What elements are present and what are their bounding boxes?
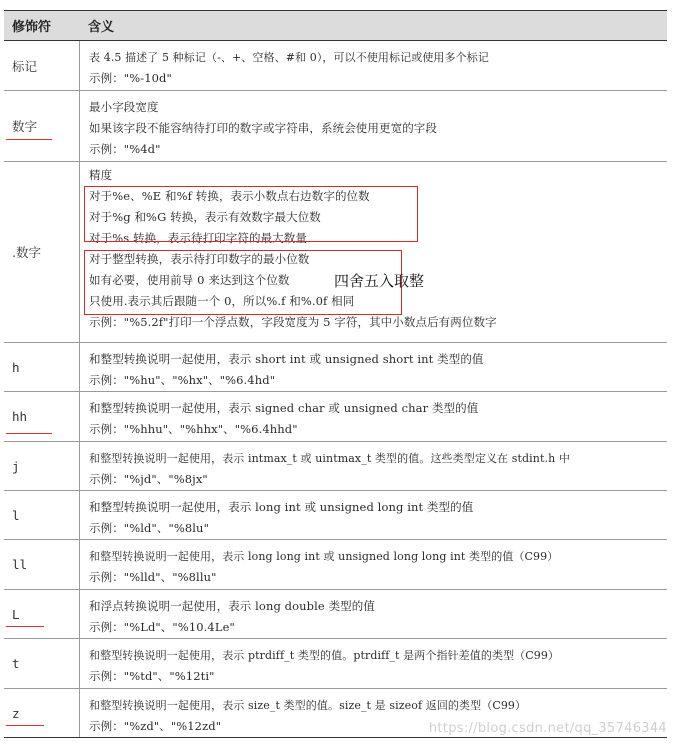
table-header <box>4 10 667 41</box>
table-row <box>4 343 667 392</box>
meaning-cell <box>80 442 667 490</box>
red-underline <box>6 725 44 726</box>
header-meaning: 含义 <box>88 20 115 35</box>
meaning-line: 和整型转换说明一起使用，表示 long int 或 unsigned long int 类型的值 <box>89 500 474 514</box>
meaning-cell <box>80 41 667 90</box>
meaning-cell <box>80 590 667 638</box>
modifier-cell <box>4 162 80 342</box>
meaning-line: 最小字段宽度 <box>89 100 159 114</box>
meaning-line: 和整型转换说明一起使用，表示 long long int 或 unsigned long long int 类型的值（C99） <box>89 550 559 563</box>
meaning-cell <box>80 392 667 441</box>
header-modifier: 修饰符 <box>12 20 52 35</box>
meaning-line: 示例："%zd"、"%12zd" <box>89 719 222 733</box>
meaning-line: 如有必要，使用前导 0 来达到这个位数 <box>89 273 290 287</box>
highlight-box-precision <box>84 186 418 242</box>
table-row <box>4 540 667 590</box>
meaning-line: 和整型转换说明一起使用，表示 short int 或 unsigned short int 类型的值 <box>89 352 484 366</box>
table-row <box>4 590 667 639</box>
watermark: https://blog.csdn.net/qq_35746344 <box>428 721 667 736</box>
modifier-label: 标记 <box>12 58 38 74</box>
table-row <box>4 392 667 442</box>
modifier-cell <box>4 590 80 638</box>
meaning-line: 对于%s 转换，表示待打印字符的最大数量 <box>89 231 307 245</box>
meaning-line: 和整型转换说明一起使用，表示 size_t 类型的值。size_t 是 sizeof 返回的类型（C99） <box>89 699 527 712</box>
meaning-cell <box>80 540 667 589</box>
meaning-line: 只使用.表示其后跟随一个 0，所以%.f 和%.0f 相同 <box>89 294 355 308</box>
red-underline <box>6 626 44 627</box>
table-row <box>4 639 667 689</box>
meaning-line: 精度 <box>89 168 113 182</box>
table-row <box>4 491 667 540</box>
modifier-cell <box>4 689 80 737</box>
meaning-cell <box>80 343 667 391</box>
meaning-line: 示例："%5.2f"打印一个浮点数，字段宽度为 5 字符，其中小数点后有两位数字 <box>89 315 497 329</box>
modifier-label: z <box>12 705 20 721</box>
meaning-line: 示例："%lld"、"%8llu" <box>89 570 217 584</box>
modifier-cell <box>4 91 80 161</box>
meaning-line: 示例："%ld"、"%8lu" <box>89 521 209 535</box>
modifier-label: t <box>12 656 20 671</box>
modifier-label: h <box>12 359 20 375</box>
modifier-label: L <box>12 606 20 622</box>
handwritten-note: 四舍五入取整 <box>334 272 425 290</box>
table-row <box>4 41 667 91</box>
meaning-line: 和整型转换说明一起使用，表示 intmax_t 或 uintmax_t 类型的值。这些类型定义在 stdint.h 中 <box>89 452 570 465</box>
meaning-line: 如果该字段不能容纳待打印的数字或字符串，系统会使用更宽的字段 <box>89 121 437 135</box>
modifier-label: hh <box>12 409 28 424</box>
meaning-line: 示例："%hu"、"%hx"、"%6.4hd" <box>89 373 276 387</box>
modifier-cell <box>4 343 80 391</box>
modifier-label: ll <box>12 557 28 572</box>
meaning-line: 示例："%Ld"、"%10.4Le" <box>89 620 235 634</box>
meaning-line: 和整型转换说明一起使用，表示 signed char 或 unsigned char 类型的值 <box>89 401 479 415</box>
modifier-cell <box>4 41 80 90</box>
modifier-cell <box>4 639 80 688</box>
meaning-line: 示例："%hhu"、"%hhx"、"%6.4hhd" <box>89 422 298 436</box>
format-modifier-table <box>4 10 667 738</box>
meaning-cell <box>80 91 667 161</box>
meaning-line: 和整型转换说明一起使用，表示 ptrdiff_t 类型的值。ptrdiff_t 是两个指针差值的类型（C99） <box>89 649 560 662</box>
modifier-label: .数字 <box>12 245 41 260</box>
table-row <box>4 162 667 343</box>
meaning-line: 示例："%4d" <box>89 142 161 156</box>
modifier-label: j <box>12 458 20 474</box>
meaning-line: 对于整型转换，表示待打印数字的最小位数 <box>89 252 310 266</box>
meaning-line: 和浮点转换说明一起使用，表示 long double 类型的值 <box>89 599 375 613</box>
modifier-cell <box>4 392 80 441</box>
meaning-line: 示例："%-10d" <box>89 71 172 85</box>
meaning-line: 示例："%td"、"%12ti" <box>89 669 215 683</box>
modifier-label: 数字 <box>12 119 38 134</box>
meaning-cell <box>80 162 667 342</box>
table-row <box>4 91 667 162</box>
meaning-cell <box>80 491 667 539</box>
meaning-line: 表 4.5 描述了 5 种标记（-、+、空格、#和 0），可以不使用标记或使用多个标记 <box>89 51 489 64</box>
red-underline <box>6 433 52 434</box>
meaning-line: 对于%g 和%G 转换，表示有效数字最大位数 <box>89 210 321 224</box>
modifier-label: l <box>12 507 20 523</box>
modifier-cell <box>4 442 80 490</box>
modifier-cell <box>4 540 80 589</box>
meaning-line: 对于%e、%E 和%f 转换，表示小数点右边数字的位数 <box>89 189 370 203</box>
modifier-cell <box>4 491 80 539</box>
red-underline <box>6 139 52 140</box>
meaning-line: 示例："%jd"、"%8jx" <box>89 472 208 486</box>
meaning-cell <box>80 639 667 688</box>
table-row <box>4 442 667 491</box>
